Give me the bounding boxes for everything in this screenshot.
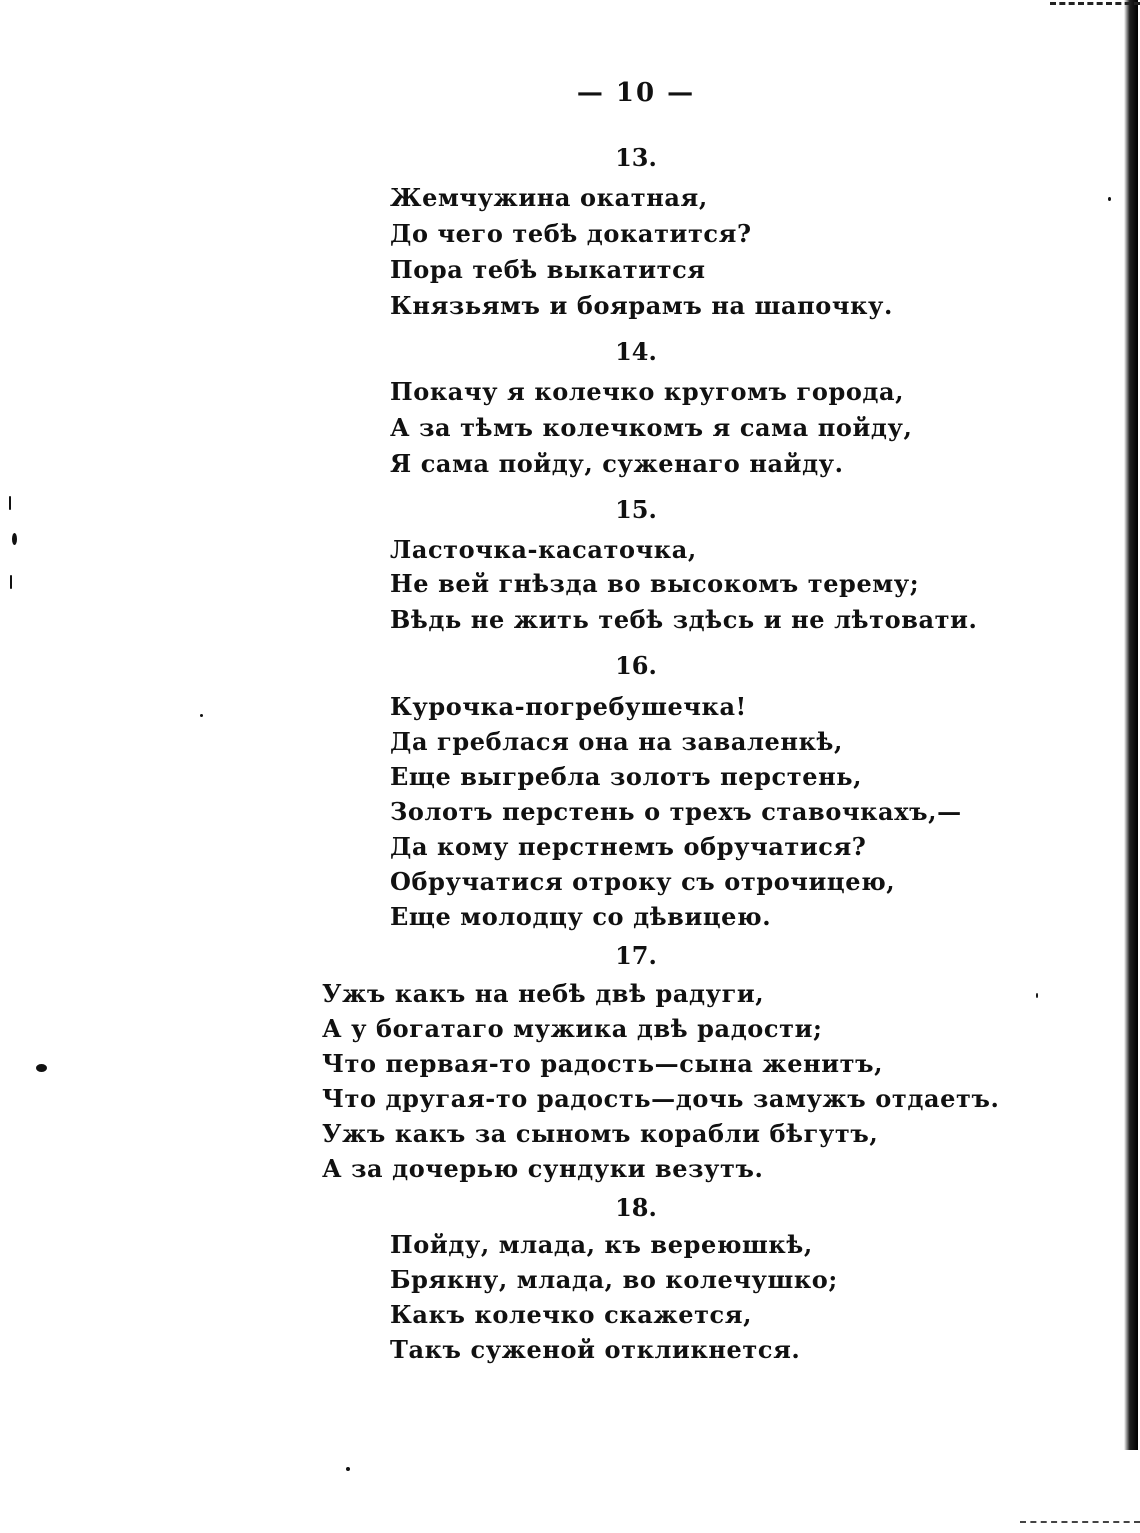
poem-line: Ласточка-касаточка, [390,535,697,564]
poem-line: Князьямъ и боярамъ на шапочку. [390,291,893,320]
poem-number: 18. [615,1193,657,1222]
poem-line: Еще молодцу со дѣвицею. [390,902,772,931]
poem-line: Да греблася она на заваленкѣ, [390,727,843,756]
page-edge-bottom-mark [1020,1521,1140,1523]
poem-line: Золотъ перстень о трехъ ставочкахъ,— [390,797,962,826]
page-number-text: — 10 — [576,78,696,108]
poem-line: Вѣдь не жить тебѣ здѣсь и не лѣтовати. [390,605,978,634]
ink-speck [10,575,12,589]
poem-line: Курочка-погребушечка! [390,692,747,721]
poem-number: 15. [615,495,657,524]
ink-speck [12,533,17,545]
poem-line: А у богатаго мужика двѣ радости; [322,1014,823,1043]
poem-line: Покачу я колечко кругомъ города, [390,377,905,406]
ink-speck [9,496,11,510]
poem-line: До чего тебѣ докатится? [390,219,752,248]
poem-line: Ужъ какъ на небѣ двѣ радуги, [322,979,765,1008]
poem-line: Я сама пойду, суженаго найду. [390,449,844,478]
poem-number: 16. [615,651,657,680]
poem-line: Обручатися отроку съ отрочицею, [390,867,896,896]
poem-line: Брякну, млада, во колечушко; [390,1265,838,1294]
poem-line: Не вей гнѣзда во высокомъ терему; [390,569,920,598]
page-edge-top-mark [1050,2,1140,17]
poem-line: Жемчужина окатная, [390,183,708,212]
poem-line: Такъ суженой откликнется. [390,1335,801,1364]
poem-line: Что другая-то радость—дочь замужъ отдаетъ. [322,1084,1000,1113]
ink-speck [200,714,203,717]
ink-speck [1108,197,1111,201]
page-edge-shadow [1124,0,1138,1450]
poem-line: Еще выгребла золотъ перстень, [390,762,863,791]
ink-speck [1036,993,1038,998]
ink-speck [36,1064,47,1072]
poem-number: 17. [615,941,657,970]
poem-line: Ужъ какъ за сыномъ корабли бѣгутъ, [322,1119,879,1148]
poem-line: Да кому перстнемъ обручатися? [390,832,867,861]
poem-line: Что первая-то радость—сына женитъ, [322,1049,884,1078]
poem-line: А за дочерью сундуки везутъ. [322,1154,764,1183]
poem-line: Пора тебѣ выкатится [390,255,706,284]
page-number [0,78,1140,108]
poem-line: Какъ колечко скажется, [390,1300,753,1329]
poem-number: 14. [615,337,657,366]
ink-speck [346,1467,350,1471]
poem-line: Пойду, млада, къ верeюшкѣ, [390,1230,813,1259]
poem-number: 13. [615,143,657,172]
poem-line: А за тѣмъ колечкомъ я сама пойду, [390,413,913,442]
